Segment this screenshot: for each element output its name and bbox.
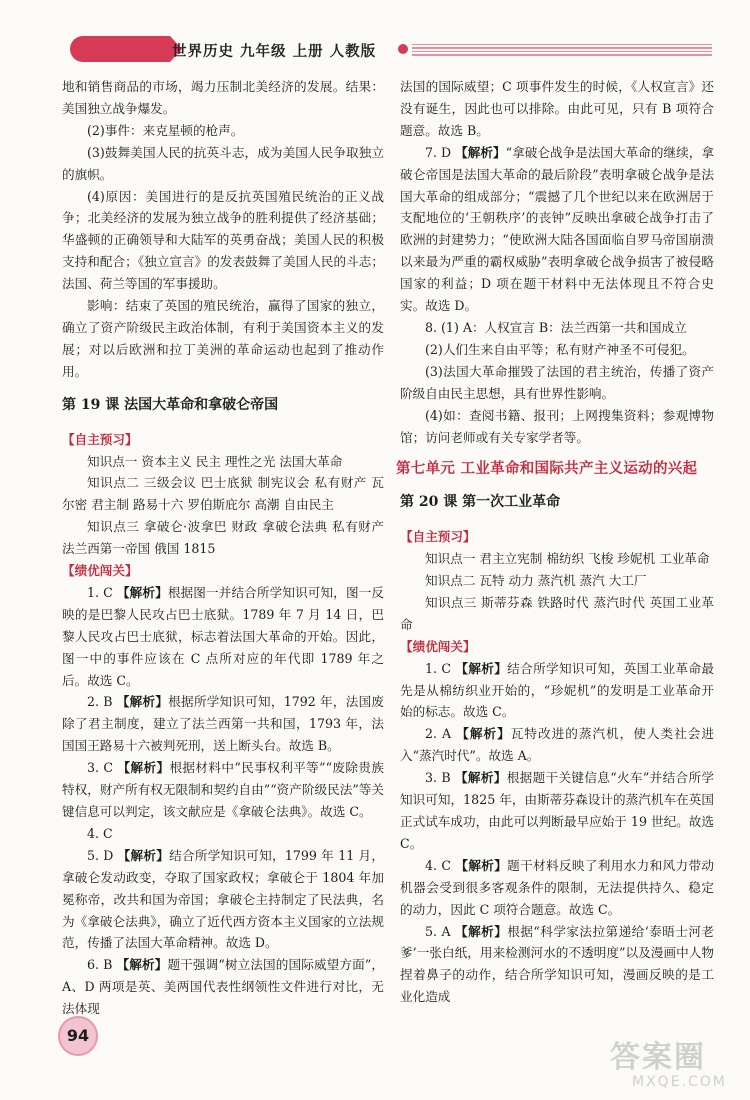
answer-text: 根据“科学家法拉第递给‘泰晤士河老爹’一张白纸，用来检测河水的不透明度”以及漫画中人物捏着鼻子的动作，结合所学知识可知，漫画反映的是工业化造成 [400,923,714,1005]
answer-item: 4. C [87,825,113,841]
answer-item [62,757,384,823]
answer-item [400,855,714,921]
answer-number: 5. D [87,847,114,863]
section-heading: 【绩优闯关】 [400,638,476,654]
analysis-tag: 【解析】 [454,770,507,786]
analysis-tag: 【解析】 [455,144,506,160]
page-number: 94 [58,1016,98,1056]
knowledge-point: 知识点二 三级会议 巴士底狱 制宪议会 私有财产 瓦尔密 君主制 路易十六 罗伯斯庇尔 高潮 自由民主 [62,475,384,513]
lesson-title: 第 19 课 法国大革命和拿破仑帝国 [62,396,279,413]
answer-number: 1. C [425,660,452,676]
answer-text: 结合所学知识可知，1799 年 11 月，拿破仑发动政变，夺取了国家政权；拿破仑于 1804 年加冕称帝，改共和国为帝国；拿破仑主持制定了民法典，名为《拿破仑法典》，确立了近代西方资本主义国家的立法规范，传播了法国大革命精神。故选 D。 [62,847,385,951]
header-title: 世界历史 九年级 上册 人教版 [172,43,377,60]
lesson-title: 第 20 课 第一次工业革命 [400,494,561,511]
analysis-tag: 【解析】 [455,857,508,873]
answer-number: 4. C [425,857,452,873]
answer-number: 7. D [425,144,452,160]
paragraph: 地和销售商品的市场，竭力压制北美经济的发展。结果：美国独立战争爆发。 [62,79,384,116]
answer-number: 3. C [87,760,114,776]
answer-text: 根据图一并结合所学知识可知，图一反映的是巴黎人民攻占巴士底狱。1789 年 7 月 14 日，巴黎人民攻占巴士底狱，标志着法国大革命的开始。因此，图一中的事件应该在 C 点所对应的年代即 1789 年之后。故选 C。 [62,584,385,688]
answer-text: 根据材料中“民事权利平等”“废除贵族特权，财产所有权无限制和契约自由”“资产阶级民法”等关键信息可以判定，该文献应是《拿破仑法典》。故选 C。 [62,760,384,819]
header-stripes [412,44,712,58]
watermark-text: 答案圈 [610,1040,706,1075]
paragraph: 影响：结束了英国的殖民统治，赢得了国家的独立，确立了资产阶级民主政治体制，有利于美国资本主义的发展；对以后欧洲和拉丁美洲的革命运动也起到了推动作用。 [62,298,384,379]
watermark-url: MXQE.COM [632,1074,727,1090]
answer-text: 瓦特改进的蒸汽机，使人类社会进入“蒸汽时代”。故选 A。 [400,726,715,764]
answer-item: (4)如：查阅书籍、报刊；上网搜集资料；参观博物馆；访问老师或有关专家学者等。 [400,407,714,445]
analysis-tag: 【解析】 [455,660,508,676]
answer-number: 2. A [425,726,452,742]
answer-number: 2. B [87,694,113,710]
answer-item: 8. (1) A：人权宣言 B：法兰西第一共和国成立 [425,319,687,335]
analysis-tag: 【解析】 [455,923,508,939]
analysis-tag: 【解析】 [117,847,170,863]
answer-item [62,845,384,955]
answer-item [400,767,714,855]
analysis-tag: 【解析】 [117,760,170,776]
left-column [62,76,384,1020]
answer-item [62,582,384,692]
knowledge-point: 知识点一 资本主义 民主 理性之光 法国大革命 [87,453,343,469]
watermark [610,1042,740,1098]
paragraph: (2)事件：来克星顿的枪声。 [87,122,244,138]
knowledge-point: 知识点三 拿破仑·波拿巴 财政 拿破仑法典 私有财产 法兰西第一帝国 俄国 1815 [62,519,384,557]
answer-text: 根据题干关键信息“火车”并结合所学知识可知，1825 年，由斯蒂芬森设计的蒸汽机车在英国正式试车成功，由此可以判断最早应始于 19 世纪。故选 C。 [400,770,714,851]
section-heading: 【自主预习】 [62,431,138,447]
unit-title: 第七单元 工业革命和国际共产主义运动的兴起 [396,460,698,478]
knowledge-point: 知识点二 瓦特 动力 蒸汽机 蒸汽 大工厂 [425,573,647,589]
right-column [396,76,715,1008]
analysis-tag: 【解析】 [456,726,511,742]
header-dot [398,44,408,54]
answer-item: (3)法国大革命摧毁了法国的君主统治，传播了资产阶级自由民主思想，具有世界性影响。 [400,363,714,401]
header-tab [70,36,170,62]
analysis-tag: 【解析】 [116,957,168,973]
analysis-tag: 【解析】 [116,584,168,600]
answer-number: 3. B [425,770,451,786]
answer-text: 根据所学知识可知，1792 年，法国废除了君主制度，建立了法兰西第一共和国，1793 年，法国国王路易十六被判死刑，送上断头台。故选 B。 [62,694,385,754]
answer-item [400,142,714,317]
answer-text: 结合所学知识可知，英国工业革命最先是从棉纺织业开始的，“珍妮机”的发明是工业革命开始的标志。故选 C。 [400,660,714,720]
answer-item [62,954,384,1020]
paragraph: 法国的国际威望；C 项事件发生的时候，《人权宣言》还没有诞生，因此也可以排除。由此可见，只有 B 项符合题意。故选 B。 [400,79,714,138]
section-heading: 【自主预习】 [400,529,476,545]
answer-number: 6. B [87,957,113,973]
answer-number: 1. C [87,584,113,600]
analysis-tag: 【解析】 [116,694,169,710]
answer-number: 5. A [425,923,451,939]
paragraph: (3)鼓舞美国人民的抗英斗志，成为美国人民争取独立的旗帜。 [62,144,384,182]
answer-item [400,723,714,767]
answer-item [400,921,714,1009]
answer-text: “拿破仑战争是法国大革命的继续，拿破仑帝国是法国大革命的最后阶段”表明拿破仑战争是法国大革命的组成部分；“震撼了几个世纪以来在欧洲居于支配地位的‘王朝秩序’的丧钟”反映出拿破仑战争打击了欧洲的封建势力；“使欧洲大陆各国面临自罗马帝国崩溃以来最为严重的霸权威胁”表明拿破仑战争损害了被侵略国家的利益；D 项在题干材料中无法体现且不符合史实。故选 D。 [400,144,714,314]
answer-item [400,658,714,724]
knowledge-point: 知识点一 君主立宪制 棉纺织 飞梭 珍妮机 工业革命 [425,551,710,567]
answer-text: 题干材料反映了利用水力和风力带动机器会受到很多客观条件的限制，无法提供持久、稳定的动力，因此 C 项符合题意。故选 C。 [400,857,714,917]
section-heading: 【绩优闯关】 [62,563,138,579]
page-header [0,0,750,70]
answer-item: (2)人们生来自由平等；私有财产神圣不可侵犯。 [425,341,695,357]
answer-item [62,691,384,757]
paragraph: (4)原因：美国进行的是反抗英国殖民统治的正义战争；北美经济的发展为独立战争的胜利提供了经济基础；华盛顿的正确领导和大陆军的英勇奋战；美国人民的积极支持和配合；《独立宣言》的发表鼓舞了美国人民的斗志；法国、荷兰等国的军事援助。 [62,188,384,292]
answer-text: 题干强调“树立法国的国际威望方面”，A、D 两项是英、美两国代表性纲领性文件进行对比，无法体现 [62,957,384,1017]
knowledge-point: 知识点三 斯蒂芬森 铁路时代 蒸汽时代 英国工业革命 [400,594,714,632]
